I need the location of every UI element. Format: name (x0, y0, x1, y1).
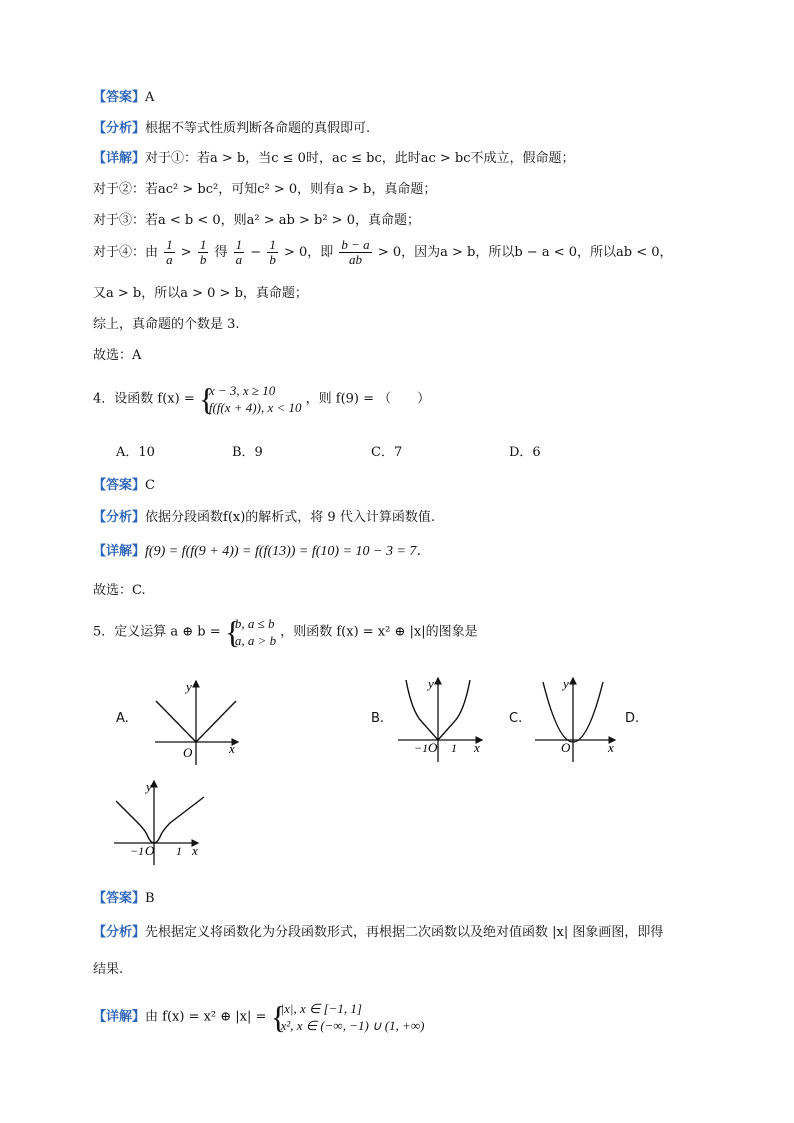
piecewise-result: { |x|, x ∈ [−1, 1] x², x ∈ (−∞, −1) ∪ (1, +∞) (270, 999, 425, 1035)
q4-detail: f(9) = f(f(9 + 4)) = f(f(13)) = f(10) = 10 − 3 = 7． (145, 544, 431, 559)
x-label: x (608, 740, 614, 755)
q5-analysis-line (93, 921, 663, 940)
answer-tag: 【答案】 (93, 478, 146, 493)
origin-label: O (183, 745, 193, 760)
curve (116, 797, 204, 843)
q4-option-a[interactable]: A．10 (116, 445, 155, 460)
neg-one-label: −1 (414, 741, 429, 755)
fraction: $\frac{1}{a}$ (235, 237, 243, 267)
q4-option-b[interactable]: B．9 (232, 445, 263, 460)
q4-detail-line (93, 540, 430, 560)
q3-detail-line-4: 对于④：由 $\frac{1}{a}$ > $\frac{1}{b}$ 得 $\frac{1}{a}$ − $\frac{1}{b}$ > 0，即 $\frac{b - a}{ab}$ > 0，因为a > b，所以b − a < 0，所以ab < 0， (93, 237, 673, 267)
piecewise-operation: { b, a ≤ b a, a > b (224, 614, 277, 650)
analysis-tag: 【分析】 (93, 510, 146, 525)
q4-choice: 故选：C. (93, 583, 146, 598)
q4-stem-pre: 4．设函数 f(x) = (93, 391, 195, 407)
q5-stem (93, 615, 478, 649)
q3-detail-line-3: 对于③：若a < b < 0，则a² > ab > b² > 0，真命题； (93, 213, 420, 228)
q5-detail-line (93, 1000, 425, 1034)
x-label: x (229, 741, 235, 756)
q3-detail-line-1 (93, 147, 575, 166)
detail-tag: 【详解】 (93, 1009, 146, 1025)
fraction: $\frac{1}{b}$ (199, 237, 207, 267)
q5-analysis-line-2: 结果. (93, 962, 124, 977)
x-label: x (192, 843, 198, 858)
q5-option-a-label[interactable]: A. (116, 711, 129, 726)
origin-label: O (145, 843, 155, 858)
graph-a[interactable] (150, 675, 250, 770)
y-label: y (186, 679, 192, 694)
q3-d4-pre: 对于④：由 (93, 245, 159, 260)
q5-stem-pre: 5．定义运算 a ⊕ b = (93, 624, 221, 640)
y-label: y (563, 676, 569, 691)
analysis-tag: 【分析】 (93, 925, 146, 940)
graph-c[interactable] (533, 672, 623, 767)
graph-d[interactable] (112, 775, 212, 870)
one-label: 1 (451, 741, 457, 755)
q4-option-c[interactable]: C．7 (371, 445, 403, 460)
answer-tag: 【答案】 (93, 891, 146, 906)
q4-stem-post: ，则 f(9) = （ ） (305, 391, 431, 407)
q5-option-d-label[interactable]: D. (625, 711, 640, 726)
q5-answer-line (93, 887, 155, 906)
x-label: x (474, 740, 480, 755)
q3-detail-1: 对于①：若a > b，当c ≤ 0时，ac ≤ bc，此时ac > bc不成立，假命题； (145, 151, 575, 166)
q3-choice: 故选：A (93, 348, 142, 363)
q3-detail-line-2: 对于②：若ac² > bc²，可知c² > 0，则有a > b，真命题； (93, 182, 437, 197)
q5-option-b-label[interactable]: B. (371, 711, 385, 726)
q3-detail-line-5: 又a > b，所以a > 0 > b，真命题； (93, 286, 308, 301)
neg-one-label: −1 (130, 844, 145, 858)
origin-label: O (428, 740, 438, 755)
answer-tag: 【答案】 (93, 90, 146, 105)
q3-answer: A (145, 90, 155, 105)
one-label: 1 (176, 844, 182, 858)
q4-analysis-line (93, 506, 435, 525)
q4-analysis: 依据分段函数f(x)的解析式，将 9 代入计算函数值. (145, 510, 435, 525)
q4-answer: C (145, 478, 155, 493)
q3-analysis: 根据不等式性质判断各命题的真假即可. (145, 121, 371, 136)
q5-stem-post: ，则函数 f(x) = x² ⊕ |x|的图象是 (280, 624, 478, 640)
fraction: $\frac{b - a}{ab}$ (341, 237, 370, 267)
q5-detail-pre: 由 f(x) = x² ⊕ |x| = (145, 1009, 267, 1025)
y-label: y (428, 676, 434, 691)
piecewise-function: { x − 3, x ≥ 10 f(f(x + 4)), x < 10 (198, 381, 302, 417)
q5-answer: B (145, 891, 155, 906)
q5-option-c-label[interactable]: C. (509, 711, 523, 726)
q4-answer-line (93, 474, 155, 493)
q3-answer-line (93, 86, 154, 105)
q4-option-d[interactable]: D．6 (509, 445, 541, 460)
detail-tag: 【详解】 (93, 544, 146, 559)
origin-label: O (561, 740, 571, 755)
analysis-tag: 【分析】 (93, 121, 146, 136)
q3-detail-line-6: 综上，真命题的个数是 3. (93, 317, 240, 332)
y-label: y (146, 779, 152, 794)
fraction: $\frac{1}{a}$ (166, 237, 173, 267)
graph-b[interactable] (396, 672, 496, 767)
q5-analysis-1: 先根据定义将函数化为分段函数形式，再根据二次函数以及绝对值函数 |x| 图象画图，即得 (145, 925, 664, 940)
q4-stem (93, 382, 430, 416)
q3-analysis-line (93, 117, 370, 136)
detail-tag: 【详解】 (93, 151, 146, 166)
fraction: $\frac{1}{b}$ (269, 237, 276, 267)
